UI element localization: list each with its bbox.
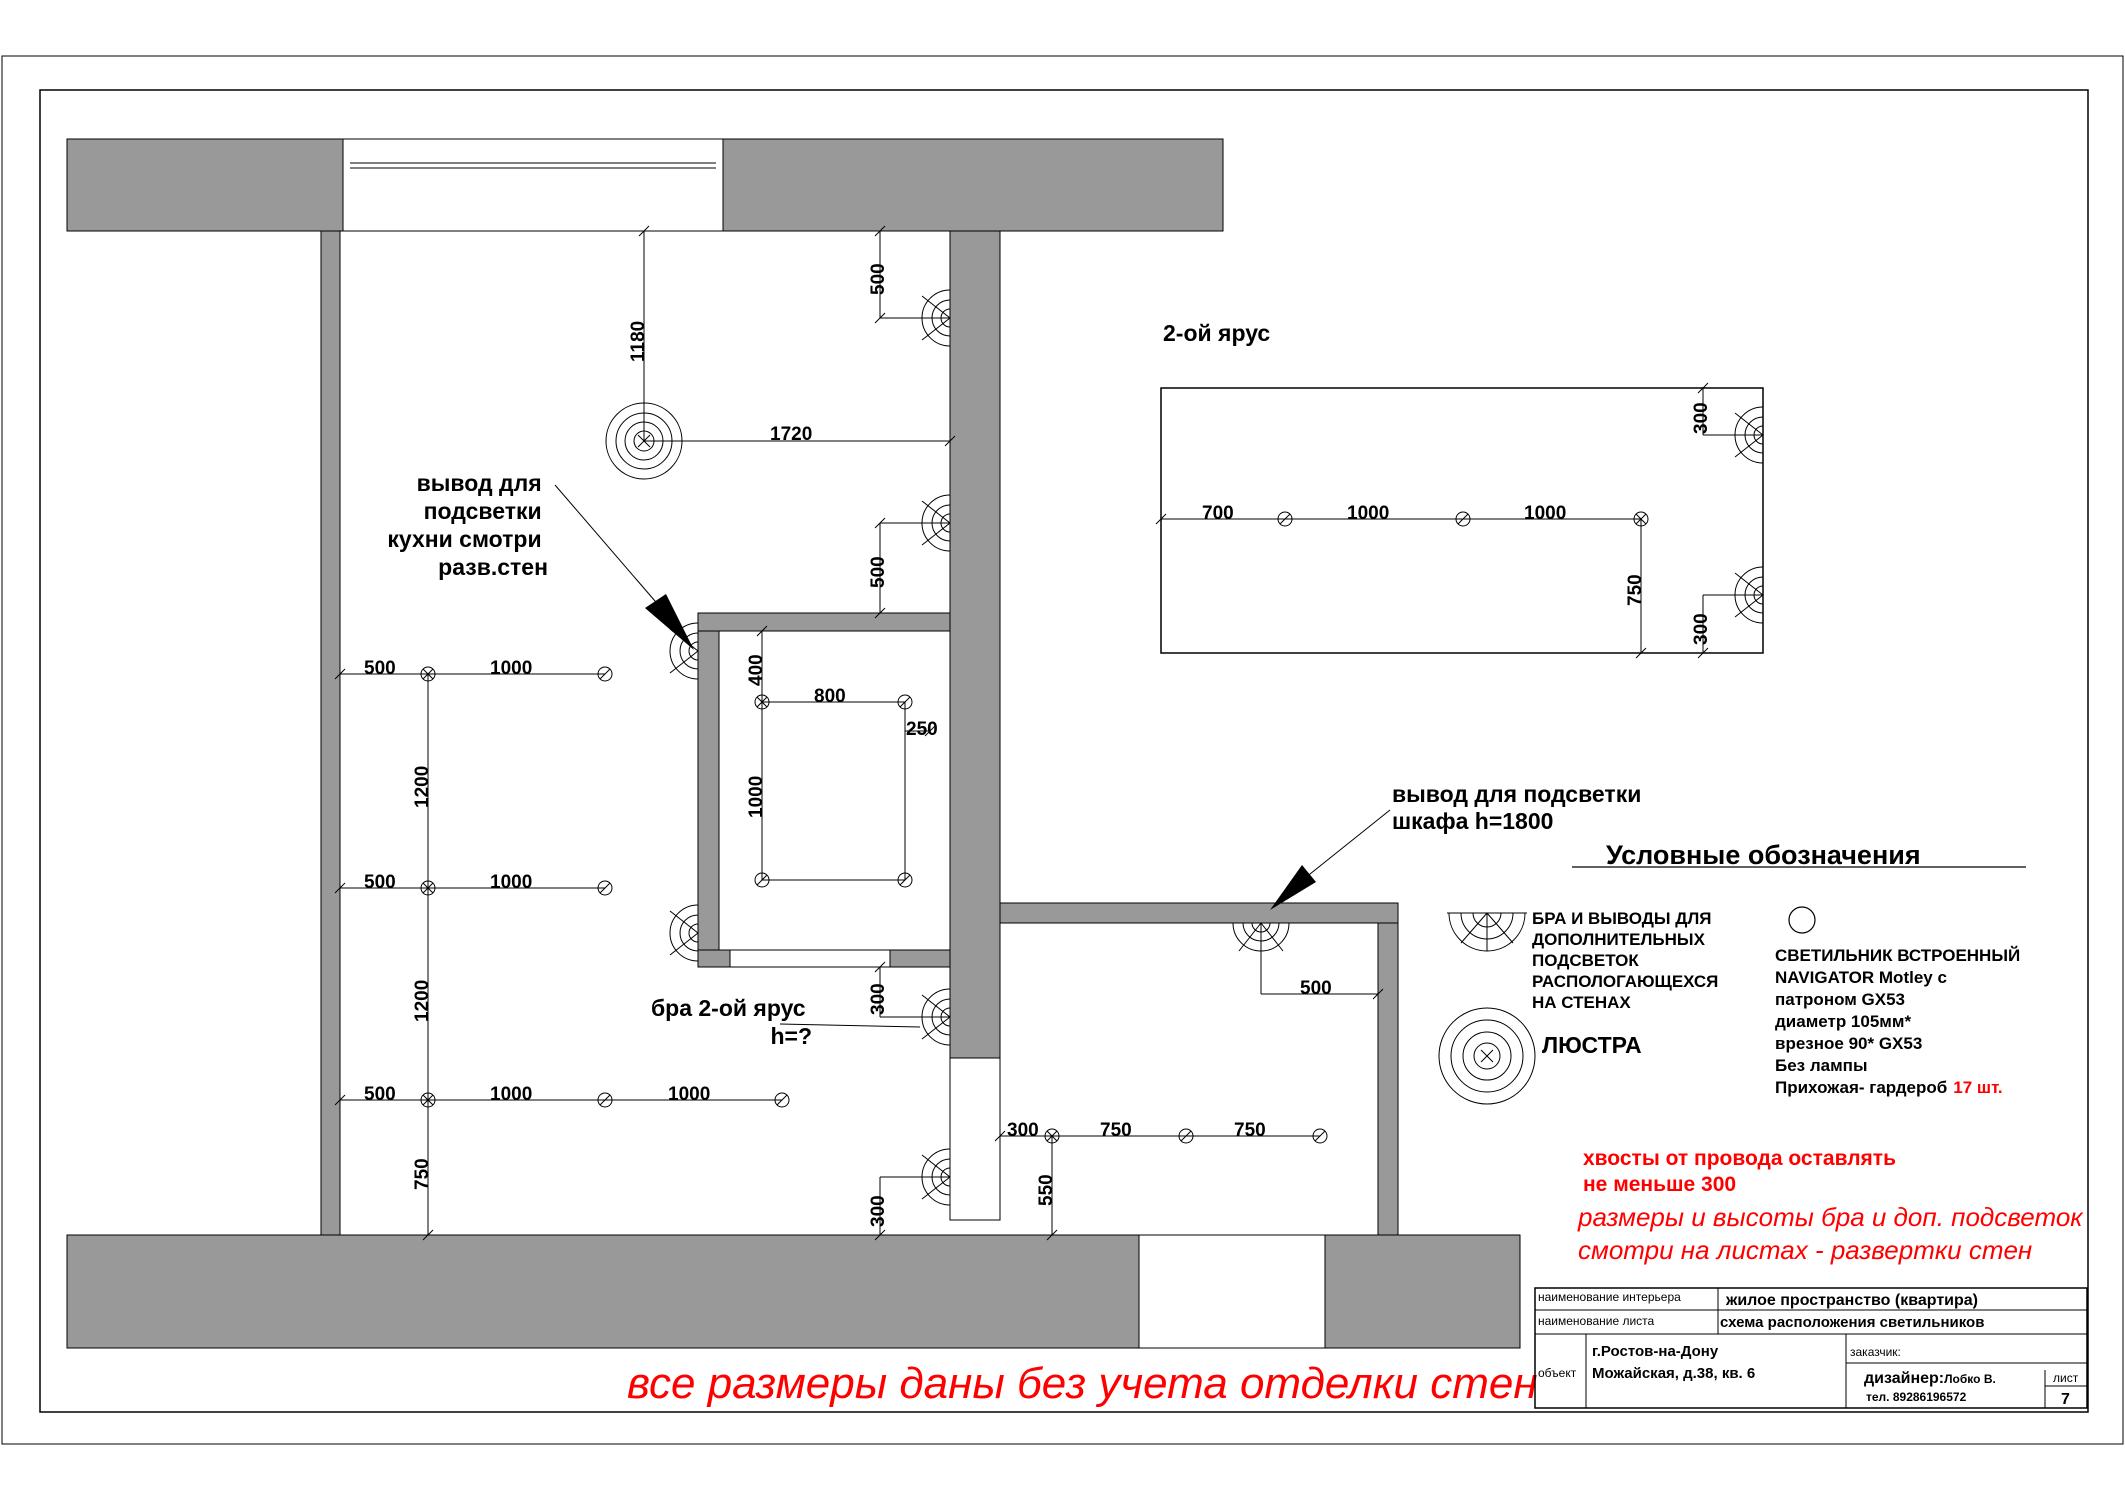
doorway-passage xyxy=(950,1058,1000,1220)
legend-chandelier-symbol xyxy=(1439,1008,1535,1104)
tb-sheet-name-label: наименование листа xyxy=(1538,1314,1655,1328)
legend-chandelier-text: ЛЮСТРА xyxy=(1542,1032,1642,1058)
dim-500-mid: 500 xyxy=(868,556,889,588)
tb-sheet-name-value: схема расположения светильников xyxy=(1720,1314,1985,1331)
tb-interior-label: наименование интерьера xyxy=(1538,1290,1681,1304)
dim-300-bottom: 300 xyxy=(868,1195,889,1227)
tb-interior-value: жилое пространство (квартира) xyxy=(1726,1292,1978,1309)
dim-1200-upper: 1200 xyxy=(412,765,433,808)
dim-550: 550 xyxy=(1036,1174,1057,1206)
note-kitchen: вывод для подсветки кухни смотри разв.стен xyxy=(387,470,548,580)
tb-object-value-1: г.Ростов-на-Дону xyxy=(1592,1343,1719,1360)
doorway-hall xyxy=(1139,1235,1325,1348)
tier2-dim-1000a: 1000 xyxy=(1347,503,1390,524)
tier2-dim-300-top: 300 xyxy=(1691,402,1712,434)
dim-1200-lower: 1200 xyxy=(412,979,433,1022)
tb-object-value-2: Можайская, д.38, кв. 6 xyxy=(1592,1365,1756,1382)
dim-1000-row3b: 1000 xyxy=(668,1084,711,1105)
walls xyxy=(67,139,1520,1348)
tb-sheet-label: лист xyxy=(2053,1371,2079,1385)
note-tails: хвосты от провода оставлять не меньше 300 xyxy=(1583,1147,1897,1196)
dim-400: 400 xyxy=(746,654,767,686)
tier2-elements xyxy=(1156,383,1763,658)
note-bra-tier2: бра 2-ой ярус h=? xyxy=(650,995,812,1049)
legend-spot-text: СВЕТИЛЬНИК ВСТРОЕННЫЙ NAVIGATOR Motley с патроном GX53 диаметр 105мм* врезное 90* GX53 Без лампы Прихожая- гардероб 17 шт. xyxy=(1775,946,2021,1097)
dim-750-room-a: 750 xyxy=(1100,1120,1132,1141)
window-top xyxy=(343,139,723,231)
dim-1180: 1180 xyxy=(628,320,649,362)
dim-500-row1: 500 xyxy=(364,658,396,679)
dim-1000-row2: 1000 xyxy=(490,872,533,893)
dim-300-bra: 300 xyxy=(868,983,889,1015)
legend-spot-symbol xyxy=(1789,907,1815,933)
dim-1000-row1: 1000 xyxy=(490,658,533,679)
tb-sheet-number: 7 xyxy=(2061,1391,2070,1408)
tier2-dim-300-bottom: 300 xyxy=(1691,613,1712,645)
note-sizes: размеры и высоты бра и доп. подсветок смотри на листах - развертки стен xyxy=(1578,1202,2083,1265)
dim-1000-row3a: 1000 xyxy=(490,1084,533,1105)
legend-title: Условные обозначения xyxy=(1606,840,1921,870)
legend-bra-symbol xyxy=(1447,913,1527,951)
tier2-dim-1000b: 1000 xyxy=(1524,503,1567,524)
dim-300-room: 300 xyxy=(1007,1120,1039,1141)
dim-1720: 1720 xyxy=(770,424,813,445)
leader-wardrobe xyxy=(1270,810,1390,910)
note-wardrobe: вывод для подсветки шкафа h=1800 xyxy=(1392,781,1642,834)
leader-kitchen xyxy=(555,485,694,650)
tier2-dim-700: 700 xyxy=(1202,503,1234,524)
dim-500-room: 500 xyxy=(1300,978,1332,999)
doorway-closet xyxy=(730,950,890,967)
dim-1000-closet: 1000 xyxy=(746,775,767,818)
dim-750-left: 750 xyxy=(412,1158,433,1190)
dim-500-top: 500 xyxy=(868,263,889,295)
tb-object-label: объект xyxy=(1538,1366,1577,1380)
tb-designer: дизайнер:Лобко В. xyxy=(1864,1370,1996,1387)
tb-customer-label: заказчик: xyxy=(1850,1345,1901,1359)
dim-250: 250 xyxy=(906,719,938,740)
tier2-dim-750: 750 xyxy=(1625,574,1646,606)
dim-750-room-b: 750 xyxy=(1234,1120,1266,1141)
dim-500-row2: 500 xyxy=(364,872,396,893)
note-finish: все размеры даны без учета отделки стен xyxy=(627,1359,1538,1408)
tier2-title: 2-ой ярус xyxy=(1163,320,1271,346)
tb-phone: тел. 89286196572 xyxy=(1866,1390,1967,1404)
legend-bra-text: БРА И ВЫВОДЫ ДЛЯ ДОПОЛНИТЕЛЬНЫХ ПОДСВЕТОК РАСПОЛОГАЮЩЕХСЯ НА СТЕНАХ xyxy=(1532,909,1719,1012)
dim-800: 800 xyxy=(814,686,846,707)
dim-500-row3: 500 xyxy=(364,1084,396,1105)
